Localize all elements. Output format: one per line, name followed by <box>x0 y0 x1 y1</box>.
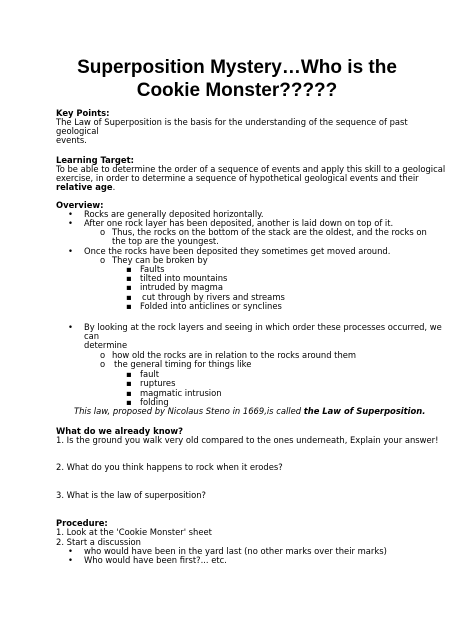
bullet-circle: o <box>100 359 106 369</box>
learning-target-line-3 <box>56 182 115 193</box>
timing-item-ruptures: ruptures <box>140 378 176 388</box>
break-item-tilted: tilted into mountains <box>140 273 228 283</box>
law-name: the Law of Superposition. <box>303 406 426 416</box>
overview-bullet-3a: They can be broken by <box>112 255 208 265</box>
learning-target-heading: Learning Target: <box>56 155 134 165</box>
break-item-folded: Folded into anticlines or synclines <box>140 301 282 311</box>
procedure-heading: Procedure: <box>56 518 108 528</box>
overview-bullet-4-line-1: By looking at the rock layers and seeing in which order these processes occurred, we <box>84 322 442 332</box>
learning-target-line-1: To be able to determine the order of a sequence of events and apply this skill to a geological <box>56 164 446 174</box>
break-item-intruded: intruded by magma <box>140 282 223 292</box>
timing-item-folding: folding <box>140 397 169 407</box>
bullet-square: ▪ <box>126 369 132 379</box>
title-line-2: Cookie Monster????? <box>136 80 338 101</box>
bullet-dot: • <box>68 246 73 256</box>
overview-bullet-1: Rocks are generally deposited horizontally. <box>84 209 264 219</box>
learning-target-period: . <box>112 182 116 192</box>
relative-age-term: relative age <box>56 182 113 192</box>
procedure-step-1: 1. Look at the 'Cookie Monster' sheet <box>56 527 212 537</box>
bullet-square: ▪ <box>126 273 132 283</box>
bullet-dot: • <box>68 209 73 219</box>
question-2: 2. What do you think happens to rock when it erodes? <box>56 462 283 472</box>
break-item-rivers: cut through by rivers and streams <box>142 292 285 302</box>
law-statement-text: This law, proposed by Nicolaus Steno in 1669,is called <box>74 406 302 416</box>
key-points-line-1: The Law of Superposition is the basis for the understanding of the sequence of past <box>56 117 408 127</box>
bullet-circle: o <box>100 255 106 265</box>
page-title <box>0 56 474 102</box>
key-points-line-2: geological <box>56 126 99 136</box>
key-points-heading: Key Points: <box>56 108 110 118</box>
overview-bullet-2: After one rock layer has been deposited, another is laid down on top of it. <box>84 218 394 228</box>
bullet-square: ▪ <box>126 388 132 398</box>
break-item-faults: Faults <box>140 264 165 274</box>
overview-bullet-4a: how old the rocks are in relation to the rocks around them <box>112 350 357 360</box>
bullet-dot: • <box>68 218 73 228</box>
question-3: 3. What is the law of superposition? <box>56 490 206 500</box>
bullet-square: ▪ <box>126 301 132 311</box>
bullet-square: ▪ <box>126 264 132 274</box>
overview-bullet-4b: the general timing for things like <box>114 359 252 369</box>
bullet-circle: o <box>100 227 106 237</box>
bullet-square: ▪ <box>126 378 132 388</box>
law-statement <box>74 406 425 417</box>
question-1: 1. Is the ground you walk very old compared to the ones underneath, Explain your answer! <box>56 435 439 445</box>
procedure-step-2-item-2: Who would have been first?... etc. <box>84 555 227 565</box>
overview-bullet-4-line-2: can <box>84 331 100 341</box>
learning-target-line-2: exercise, in order to determine a sequence of hypothetical geological events and their <box>56 173 419 183</box>
bullet-circle: o <box>100 350 106 360</box>
timing-item-fault: fault <box>140 369 159 379</box>
overview-bullet-2a-line-2: the top are the youngest. <box>112 236 219 246</box>
bullet-square: ▪ <box>126 292 132 302</box>
overview-bullet-3: Once the rocks have been deposited they sometimes get moved around. <box>84 246 391 256</box>
know-heading: What do we already know? <box>56 426 184 436</box>
timing-item-intrusion: magmatic intrusion <box>140 388 222 398</box>
procedure-step-2-item-1: who would have been in the yard last (no other marks over their marks) <box>84 546 387 556</box>
key-points-line-3: events. <box>56 135 87 145</box>
bullet-square: ▪ <box>126 282 132 292</box>
bullet-dot: • <box>68 322 73 332</box>
overview-bullet-2a-line-1: Thus, the rocks on the bottom of the stack are the oldest, and the rocks on <box>112 227 427 237</box>
overview-heading: Overview: <box>56 200 104 210</box>
overview-bullet-4-line-3: determine <box>84 340 128 350</box>
bullet-dot: • <box>68 555 73 565</box>
bullet-dot: • <box>68 546 73 556</box>
bullet-square: ▪ <box>126 397 132 407</box>
title-line-1: Superposition Mystery…Who is the <box>77 57 397 78</box>
procedure-step-2: 2. Start a discussion <box>56 537 141 547</box>
